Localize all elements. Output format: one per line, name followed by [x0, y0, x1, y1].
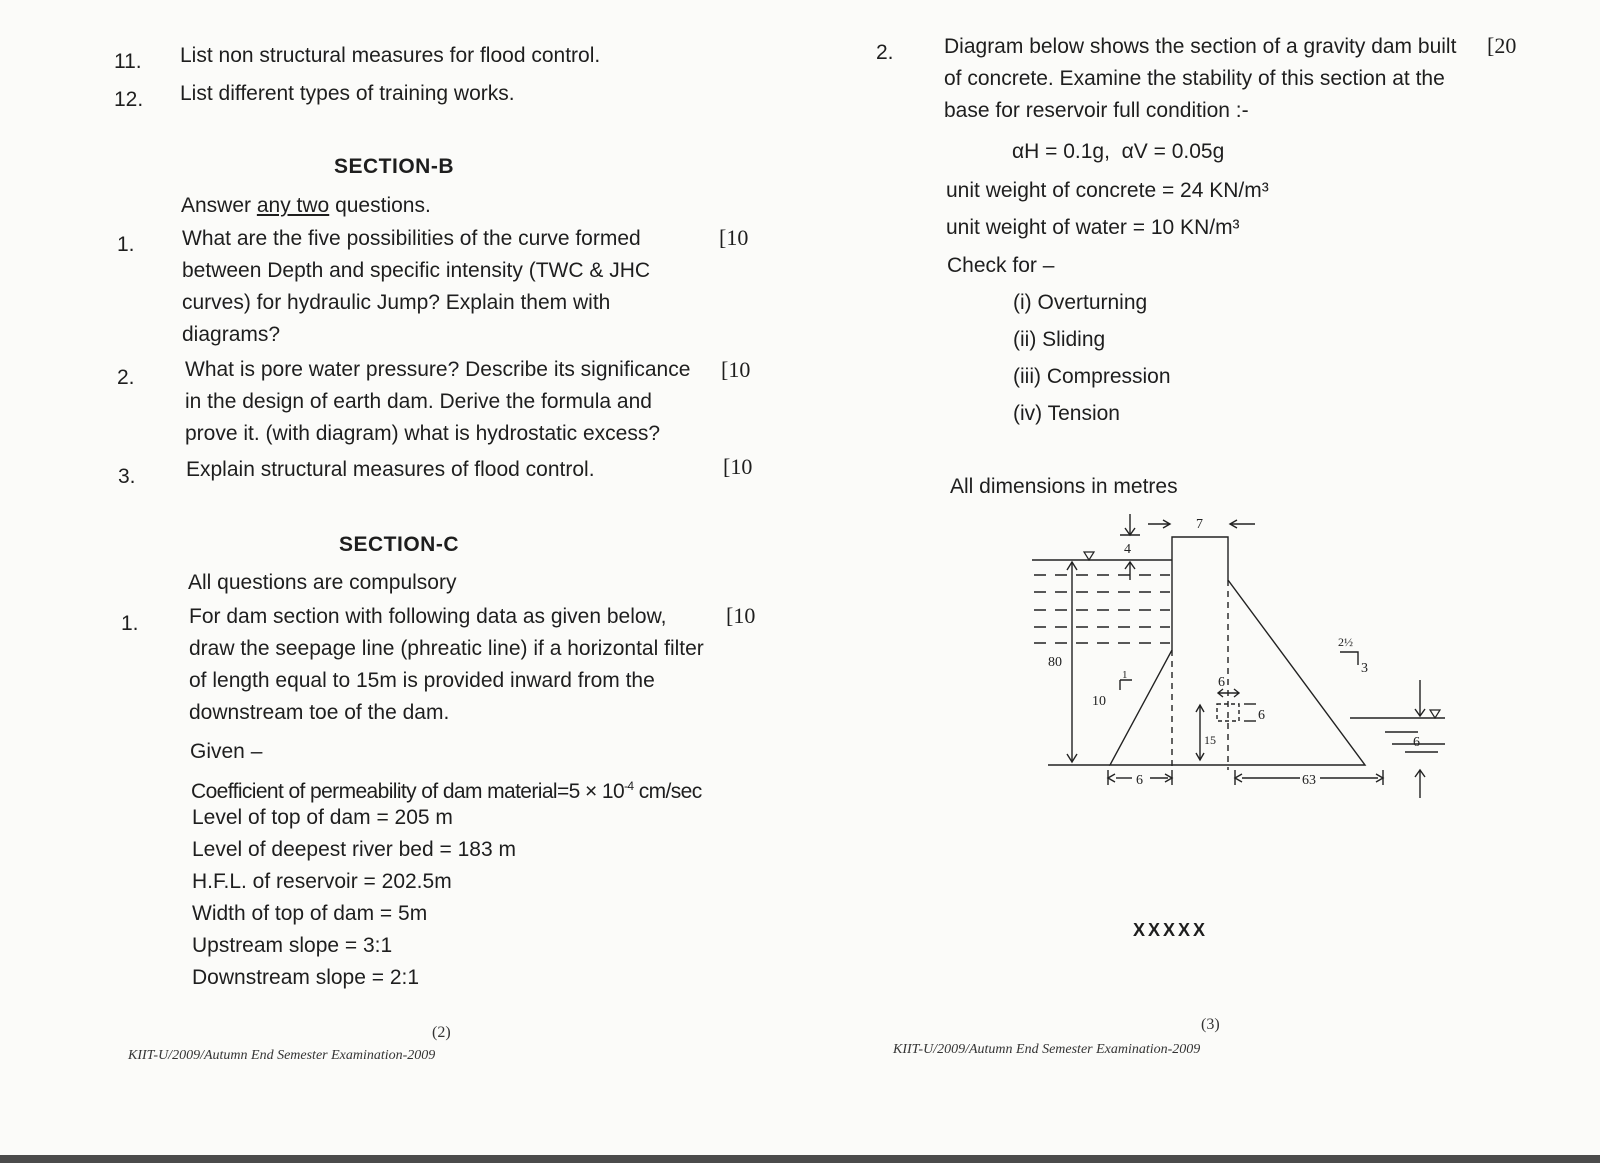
unit-weight-concrete: unit weight of concrete = 24 KN/m³: [946, 179, 1269, 202]
given-item: Level of top of dam = 205 m: [192, 806, 453, 829]
q11-number: 11.: [114, 50, 142, 73]
dim-ds-slope-h: 2½: [1338, 635, 1353, 649]
given-item: Width of top of dam = 5m: [192, 902, 428, 925]
dimensions-note: All dimensions in metres: [950, 475, 1178, 498]
given-item: Downstream slope = 2:1: [192, 966, 420, 989]
q12-text: List different types of training works.: [180, 82, 515, 105]
sc-q1-marks: [10: [726, 603, 756, 628]
section-c-instruction: All questions are compulsory: [188, 571, 457, 594]
sb-q3-text: Explain structural measures of flood control.: [186, 458, 595, 481]
given-list: [192, 802, 516, 994]
right-footer: KIIT-U/2009/Autumn End Semester Examination-2009: [893, 1042, 1201, 1057]
section-b-title: SECTION-B: [334, 155, 454, 178]
dim-us-base: 6: [1136, 773, 1143, 788]
sb-q2-number: 2.: [117, 366, 135, 389]
dim-gallery-h: 6: [1258, 708, 1265, 723]
given-label: Given –: [190, 740, 263, 763]
dim-gallery: 6: [1218, 675, 1225, 690]
rq2-text: Diagram below shows the section of a gravity dam built of concrete. Examine the stability of this section at the base for reservoir full condition :-: [944, 35, 1457, 122]
left-page-number: (2): [432, 1024, 451, 1041]
sb-q1-marks: [10: [719, 225, 749, 250]
check-for-label: Check for –: [947, 254, 1055, 277]
dim-us-slope-v: 10: [1092, 694, 1106, 709]
check-item: (ii) Sliding: [1013, 328, 1106, 351]
check-item: (iv) Tension: [1013, 402, 1120, 425]
scan-bottom-edge: [0, 1155, 1600, 1163]
dim-gallery-base: 15: [1204, 733, 1216, 747]
sb-q3-number: 3.: [118, 465, 136, 488]
sc-q1-number: 1.: [121, 612, 139, 635]
dim-us-slope-h: 1: [1122, 669, 1128, 681]
check-list: [1013, 287, 1171, 430]
permeability-line: Coefficient of permeability of dam material=5 × $10^{-4}$ cm/sec: [191, 779, 702, 803]
rq2-number: 2.: [876, 41, 894, 64]
dim-tail-water: 6: [1413, 735, 1420, 750]
seismic-coefficients: αH = 0.1g, αV = 0.05g: [1012, 140, 1225, 163]
gravity-dam-diagram: [1020, 500, 1470, 810]
section-b-instruction: Answer any two questions.: [181, 194, 431, 217]
rq2-marks: [20: [1487, 33, 1517, 58]
check-item: (iii) Compression: [1013, 365, 1171, 388]
sb-q1-text: What are the five possibilities of the curve formed between Depth and specific intensity (TWC & JHC curves) for hydraulic Jump? Explain them with diagrams?: [182, 227, 651, 346]
q12-number: 12.: [114, 88, 144, 111]
sb-q3-marks: [10: [723, 454, 753, 479]
end-mark: XXXXX: [1133, 920, 1209, 940]
section-c-title: SECTION-C: [339, 533, 459, 556]
given-item: Level of deepest river bed = 183 m: [192, 838, 516, 861]
given-item: H.F.L. of reservoir = 202.5m: [192, 870, 452, 893]
q11-text: List non structural measures for flood control.: [180, 44, 601, 67]
sb-q2-marks: [10: [721, 357, 751, 382]
left-footer: KIIT-U/2009/Autumn End Semester Examination-2009: [128, 1048, 436, 1063]
sb-q2-text: What is pore water pressure? Describe its significance in the design of earth dam. Derive the formula and prove it. (with diagram) what is hydrostatic excess?: [185, 358, 691, 445]
dim-ds-slope-v: 3: [1361, 661, 1368, 676]
dim-height: 80: [1048, 655, 1062, 670]
sb-q1-number: 1.: [117, 233, 135, 256]
right-page-number: (3): [1201, 1016, 1220, 1033]
check-item: (i) Overturning: [1013, 291, 1148, 314]
dim-top-width: 7: [1196, 517, 1203, 532]
unit-weight-water: unit weight of water = 10 KN/m³: [946, 216, 1240, 239]
given-item: Upstream slope = 3:1: [192, 934, 393, 957]
dim-ds-base: 63: [1302, 773, 1316, 788]
sc-q1-text: For dam section with following data as given below, draw the seepage line (phreatic line) if a horizontal filter of length equal to 15m is provided inward from the downstream toe of the dam.: [189, 605, 704, 724]
dim-freeboard: 4: [1124, 542, 1131, 557]
